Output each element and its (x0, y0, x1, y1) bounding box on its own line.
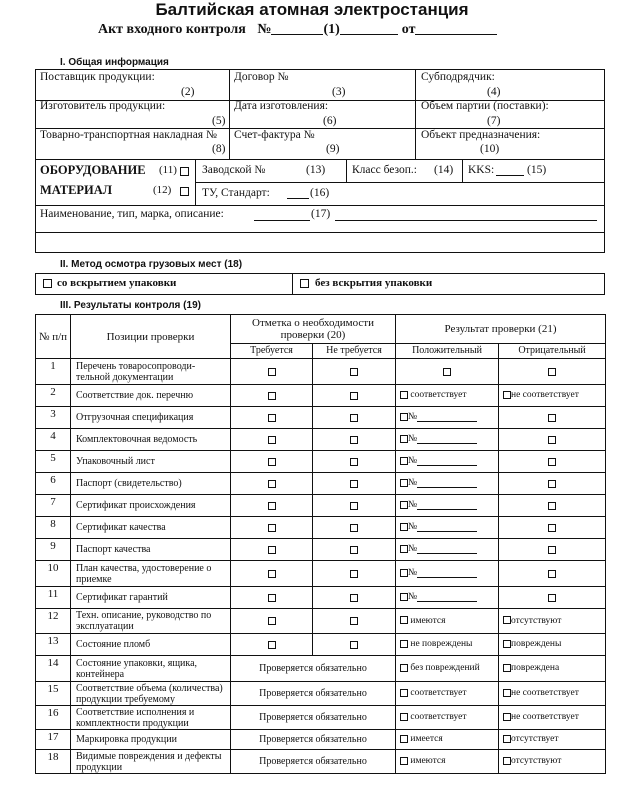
grid-line (36, 205, 604, 206)
positive-cell (396, 429, 499, 451)
not-required-checkbox[interactable] (350, 617, 358, 625)
negative-cell (499, 656, 606, 682)
not-required-cell (313, 587, 396, 609)
row-position: Комплектовочная ведомость (71, 429, 231, 451)
positive-checkbox[interactable] (400, 479, 408, 487)
required-cell (231, 385, 313, 407)
positive-checkbox[interactable] (400, 545, 408, 553)
not-required-cell (313, 517, 396, 539)
not-required-cell (313, 385, 396, 407)
negative-label: не соответствует (511, 712, 579, 722)
negative-cell (499, 750, 606, 774)
row-number: 2 (36, 385, 71, 407)
required-cell (231, 561, 313, 587)
negative-checkbox[interactable] (503, 391, 511, 399)
table-row (36, 385, 606, 407)
not-required-checkbox[interactable] (350, 458, 358, 466)
invoice-index: (9) (326, 143, 340, 155)
positive-checkbox[interactable] (400, 523, 408, 531)
row-number: 9 (36, 539, 71, 561)
negative-label: не соответствует (511, 390, 579, 400)
row-position: Отгрузочная спецификация (71, 407, 231, 429)
required-checkbox[interactable] (268, 392, 276, 400)
destination-label: Объект предназначения: (421, 129, 541, 141)
row-number: 3 (36, 407, 71, 429)
required-cell (231, 517, 313, 539)
table-row (36, 429, 606, 451)
row-position: Сертификат гарантий (71, 587, 231, 609)
positive-cell (396, 609, 499, 634)
kks-label: KKS: (468, 164, 495, 176)
positive-cell (396, 750, 499, 774)
act-date-label: от (401, 22, 416, 37)
negative-checkbox[interactable] (548, 414, 556, 422)
not-required-checkbox[interactable] (350, 368, 358, 376)
table-row (36, 656, 606, 682)
mandatory-cell: Проверяется обязательно (231, 706, 396, 730)
table-row (36, 407, 606, 429)
required-checkbox[interactable] (268, 617, 276, 625)
row-position: Упаковочный лист (71, 451, 231, 473)
row-number: 6 (36, 473, 71, 495)
batch-label: Объем партии (поставки): (421, 100, 549, 112)
negative-checkbox[interactable] (548, 594, 556, 602)
row-number: 14 (36, 656, 71, 682)
equipment-label: ОБОРУДОВАНИЕ (40, 163, 146, 177)
negative-label: повреждена (511, 663, 560, 673)
supplier-index: (2) (181, 86, 195, 98)
negative-checkbox[interactable] (548, 502, 556, 510)
positive-cell (396, 682, 499, 706)
positive-label: имеются (410, 756, 446, 766)
positive-cell (396, 517, 499, 539)
row-number: 8 (36, 517, 71, 539)
standard-label: ТУ, Стандарт: (202, 187, 270, 199)
grid-line (415, 70, 416, 159)
positive-cell (396, 359, 499, 385)
positive-number-field[interactable] (417, 456, 477, 466)
negative-checkbox[interactable] (548, 458, 556, 466)
required-checkbox[interactable] (268, 502, 276, 510)
not-required-cell (313, 359, 396, 385)
positive-label: имеется (410, 734, 443, 744)
equipment-checkbox[interactable] (180, 167, 189, 176)
positive-checkbox[interactable] (400, 391, 408, 399)
required-cell (231, 451, 313, 473)
not-required-cell (313, 539, 396, 561)
positive-cell (396, 561, 499, 587)
required-checkbox[interactable] (268, 594, 276, 602)
not-required-cell (313, 473, 396, 495)
act-heading (98, 22, 497, 38)
row-position: Состояние пломб (71, 634, 231, 656)
negative-checkbox[interactable] (503, 757, 511, 765)
negative-cell (499, 451, 606, 473)
date-index: (6) (323, 115, 337, 127)
positive-number-field[interactable] (417, 412, 477, 422)
col-result-header: Результат проверки (21) (396, 315, 606, 344)
equipment-index: (11) (159, 164, 177, 176)
safety-label: Класс безоп.: (352, 164, 417, 176)
positive-checkbox[interactable] (400, 569, 408, 577)
positive-cell (396, 385, 499, 407)
negative-checkbox[interactable] (503, 735, 511, 743)
negative-cell (499, 609, 606, 634)
name-label: Наименование, тип, марка, описание: (40, 208, 224, 220)
not-required-cell (313, 451, 396, 473)
row-position: Соответствие исполнения и комплектности продукции (71, 706, 231, 730)
act-number-field[interactable] (271, 25, 323, 35)
negative-cell (499, 517, 606, 539)
positive-checkbox[interactable] (400, 593, 408, 601)
positive-checkbox[interactable] (400, 757, 408, 765)
row-number: 12 (36, 609, 71, 634)
row-number: 18 (36, 750, 71, 774)
positive-label: соответствует (410, 712, 467, 722)
negative-checkbox[interactable] (548, 546, 556, 554)
not-required-checkbox[interactable] (350, 546, 358, 554)
row-number: 17 (36, 730, 71, 750)
positive-label: не повреждены (410, 639, 473, 649)
negative-label: отсутствуют (511, 615, 562, 626)
material-index: (12) (153, 184, 172, 196)
kks-underline (496, 175, 524, 176)
positive-number-field[interactable] (417, 522, 477, 532)
positive-checkbox[interactable] (400, 435, 408, 443)
col-required-header: Требуется (231, 344, 313, 359)
positive-checkbox[interactable] (400, 457, 408, 465)
open-package-label: со вскрытием упаковки (57, 277, 177, 289)
negative-cell (499, 561, 606, 587)
negative-checkbox[interactable] (503, 713, 511, 721)
positive-cell (396, 495, 499, 517)
positive-label: соответствует (410, 688, 467, 698)
name-index: (17) (311, 208, 331, 220)
row-position: Видимые повреждения и дефекты продукции (71, 750, 231, 774)
table-row (36, 539, 606, 561)
table-row (36, 451, 606, 473)
positive-checkbox[interactable] (400, 616, 408, 624)
row-number: 13 (36, 634, 71, 656)
row-number: 1 (36, 359, 71, 385)
act-date-field[interactable] (415, 25, 497, 35)
positive-cell (396, 451, 499, 473)
supplier-label: Поставщик продукции: (40, 71, 155, 83)
negative-checkbox[interactable] (548, 436, 556, 444)
act-number-field-2[interactable] (340, 25, 398, 35)
table-row (36, 634, 606, 656)
row-number: 10 (36, 561, 71, 587)
table-row (36, 359, 606, 385)
grid-line (292, 274, 293, 294)
required-checkbox[interactable] (268, 480, 276, 488)
not-required-cell (313, 429, 396, 451)
grid-line (346, 159, 347, 182)
required-checkbox[interactable] (268, 570, 276, 578)
negative-cell (499, 429, 606, 451)
row-number: 7 (36, 495, 71, 517)
positive-label: соответствует (410, 390, 467, 400)
negative-cell (499, 407, 606, 429)
row-position: Сертификат качества (71, 517, 231, 539)
negative-checkbox[interactable] (548, 368, 556, 376)
section1-title: I. Общая информация (60, 57, 169, 68)
table-row (36, 730, 606, 750)
serial-label: Заводской № (202, 164, 266, 176)
col-not-required-header: Не требуется (313, 344, 396, 359)
section2-title: II. Метод осмотра грузовых мест (18) (60, 259, 243, 270)
positive-checkbox[interactable] (400, 640, 408, 648)
invoice-label: Счет-фактура № (234, 129, 315, 141)
grid-line (36, 232, 604, 233)
standard-index: (16) (310, 187, 330, 199)
negative-cell (499, 359, 606, 385)
positive-number-field[interactable] (417, 500, 477, 510)
positive-number-sign: № (408, 478, 418, 489)
table-row (36, 561, 606, 587)
positive-number-sign: № (408, 412, 418, 423)
mandatory-cell: Проверяется обязательно (231, 730, 396, 750)
positive-number-field[interactable] (417, 544, 477, 554)
waybill-index: (8) (212, 143, 226, 155)
negative-label: отсутствуют (511, 756, 562, 766)
required-checkbox[interactable] (268, 414, 276, 422)
not-required-checkbox[interactable] (350, 524, 358, 532)
contract-index: (3) (332, 86, 346, 98)
not-required-checkbox[interactable] (350, 480, 358, 488)
name-underline-2 (335, 220, 597, 221)
results-table (35, 314, 606, 774)
waybill-label: Товарно-транспортная накладная № (40, 129, 217, 141)
row-position: Техн. описание, руководство по эксплуатации (71, 609, 231, 634)
safety-index: (14) (434, 164, 454, 176)
positive-cell (396, 587, 499, 609)
required-cell (231, 359, 313, 385)
negative-cell (499, 587, 606, 609)
required-cell (231, 539, 313, 561)
table-row (36, 517, 606, 539)
table-row (36, 587, 606, 609)
material-checkbox[interactable] (180, 187, 189, 196)
not-required-cell (313, 634, 396, 656)
positive-checkbox[interactable] (400, 664, 408, 672)
required-cell (231, 587, 313, 609)
required-checkbox[interactable] (268, 524, 276, 532)
document-title: Балтийская атомная электростанция (155, 0, 469, 19)
positive-number-sign: № (408, 456, 418, 467)
negative-cell (499, 495, 606, 517)
serial-index: (13) (306, 164, 326, 176)
col-positive-header: Положительный (396, 344, 499, 359)
positive-label: без повреждений (410, 663, 480, 673)
not-required-checkbox[interactable] (350, 641, 358, 649)
table-row (36, 609, 606, 634)
mandatory-cell: Проверяется обязательно (231, 750, 396, 774)
positive-label: имеются (410, 615, 446, 626)
mandatory-cell: Проверяется обязательно (231, 656, 396, 682)
negative-cell (499, 385, 606, 407)
date-label: Дата изготовления: (234, 100, 329, 112)
positive-number-field[interactable] (417, 434, 477, 444)
positive-cell (396, 539, 499, 561)
required-checkbox[interactable] (268, 436, 276, 444)
row-position: Паспорт (свидетельство) (71, 473, 231, 495)
positive-cell (396, 706, 499, 730)
negative-checkbox[interactable] (548, 524, 556, 532)
table-row (36, 706, 606, 730)
positive-cell (396, 634, 499, 656)
mandatory-cell: Проверяется обязательно (231, 682, 396, 706)
required-checkbox[interactable] (268, 546, 276, 554)
material-label: МАТЕРИАЛ (40, 183, 113, 197)
act-number-index: (1) (323, 22, 340, 37)
negative-checkbox[interactable] (503, 689, 511, 697)
subcontractor-label: Субподрядчик: (421, 71, 495, 83)
negative-cell (499, 473, 606, 495)
act-number-sign: № (257, 22, 272, 37)
negative-checkbox[interactable] (503, 640, 511, 648)
positive-number-sign: № (408, 544, 418, 555)
required-checkbox[interactable] (268, 458, 276, 466)
positive-number-field[interactable] (417, 478, 477, 488)
positive-cell (396, 407, 499, 429)
positive-number-sign: № (408, 522, 418, 533)
not-required-checkbox[interactable] (350, 594, 358, 602)
name-underline (254, 220, 310, 221)
positive-cell (396, 656, 499, 682)
negative-cell (499, 706, 606, 730)
required-cell (231, 634, 313, 656)
required-checkbox[interactable] (268, 641, 276, 649)
table-row (36, 750, 606, 774)
grid-line (229, 70, 230, 159)
row-number: 16 (36, 706, 71, 730)
positive-cell (396, 730, 499, 750)
col-need-header: Отметка о необходимости проверки (20) (231, 315, 396, 344)
standard-underline (287, 198, 309, 199)
row-position: Маркировка продукции (71, 730, 231, 750)
row-position: План качества, удостоверение о приемке (71, 561, 231, 587)
closed-package-checkbox[interactable] (300, 279, 309, 288)
table-row (36, 495, 606, 517)
not-required-cell (313, 495, 396, 517)
row-number: 4 (36, 429, 71, 451)
negative-checkbox[interactable] (503, 616, 511, 624)
grid-line (195, 182, 604, 183)
positive-checkbox[interactable] (400, 689, 408, 697)
not-required-cell (313, 561, 396, 587)
general-info-box (35, 69, 605, 253)
manufacturer-label: Изготовитель продукции: (40, 100, 166, 112)
destination-index: (10) (480, 143, 500, 155)
positive-checkbox[interactable] (400, 713, 408, 721)
negative-label: не соответствует (511, 688, 579, 698)
col-num-header: № п/п (36, 315, 71, 359)
not-required-checkbox[interactable] (350, 414, 358, 422)
required-checkbox[interactable] (268, 368, 276, 376)
not-required-checkbox[interactable] (350, 570, 358, 578)
negative-cell (499, 539, 606, 561)
required-cell (231, 473, 313, 495)
table-row (36, 473, 606, 495)
section3-title: III. Результаты контроля (19) (60, 300, 201, 311)
positive-number-sign: № (408, 500, 418, 511)
positive-checkbox[interactable] (443, 368, 451, 376)
negative-checkbox[interactable] (548, 570, 556, 578)
contract-label: Договор № (234, 71, 289, 83)
not-required-checkbox[interactable] (350, 436, 358, 444)
positive-number-field[interactable] (417, 592, 477, 602)
row-number: 15 (36, 682, 71, 706)
negative-label: повреждены (511, 639, 562, 649)
row-position: Сертификат происхождения (71, 495, 231, 517)
required-cell (231, 407, 313, 429)
table-row (36, 682, 606, 706)
not-required-checkbox[interactable] (350, 392, 358, 400)
negative-checkbox[interactable] (503, 664, 511, 672)
positive-number-field[interactable] (417, 568, 477, 578)
positive-number-sign: № (408, 568, 418, 579)
grid-line (462, 159, 463, 182)
not-required-checkbox[interactable] (350, 502, 358, 510)
positive-cell (396, 473, 499, 495)
subcontractor-index: (4) (487, 86, 501, 98)
act-label: Акт входного контроля (98, 22, 246, 37)
negative-cell (499, 730, 606, 750)
row-number: 5 (36, 451, 71, 473)
not-required-cell (313, 407, 396, 429)
positive-checkbox[interactable] (400, 735, 408, 743)
positive-checkbox[interactable] (400, 501, 408, 509)
positive-checkbox[interactable] (400, 413, 408, 421)
row-number: 11 (36, 587, 71, 609)
row-position: Состояние упаковки, ящика, контейнера (71, 656, 231, 682)
kks-index: (15) (527, 164, 547, 176)
negative-label: отсутствует (511, 734, 559, 744)
closed-package-label: без вскрытия упаковки (315, 277, 433, 289)
required-cell (231, 495, 313, 517)
row-position: Перечень товаросопроводи-тельной документации (71, 359, 231, 385)
batch-index: (7) (487, 115, 501, 127)
negative-cell (499, 682, 606, 706)
grid-line (36, 159, 604, 160)
required-cell (231, 429, 313, 451)
not-required-cell (313, 609, 396, 634)
row-position: Соответствие объема (количества) продукции требуемому (71, 682, 231, 706)
row-position: Паспорт качества (71, 539, 231, 561)
required-cell (231, 609, 313, 634)
negative-cell (499, 634, 606, 656)
col-position-header: Позиции проверки (71, 315, 231, 359)
positive-number-sign: № (408, 592, 418, 603)
col-negative-header: Отрицательный (499, 344, 606, 359)
negative-checkbox[interactable] (548, 480, 556, 488)
row-position: Соответствие док. перечню (71, 385, 231, 407)
positive-number-sign: № (408, 434, 418, 445)
open-package-checkbox[interactable] (43, 279, 52, 288)
manufacturer-index: (5) (212, 115, 226, 127)
